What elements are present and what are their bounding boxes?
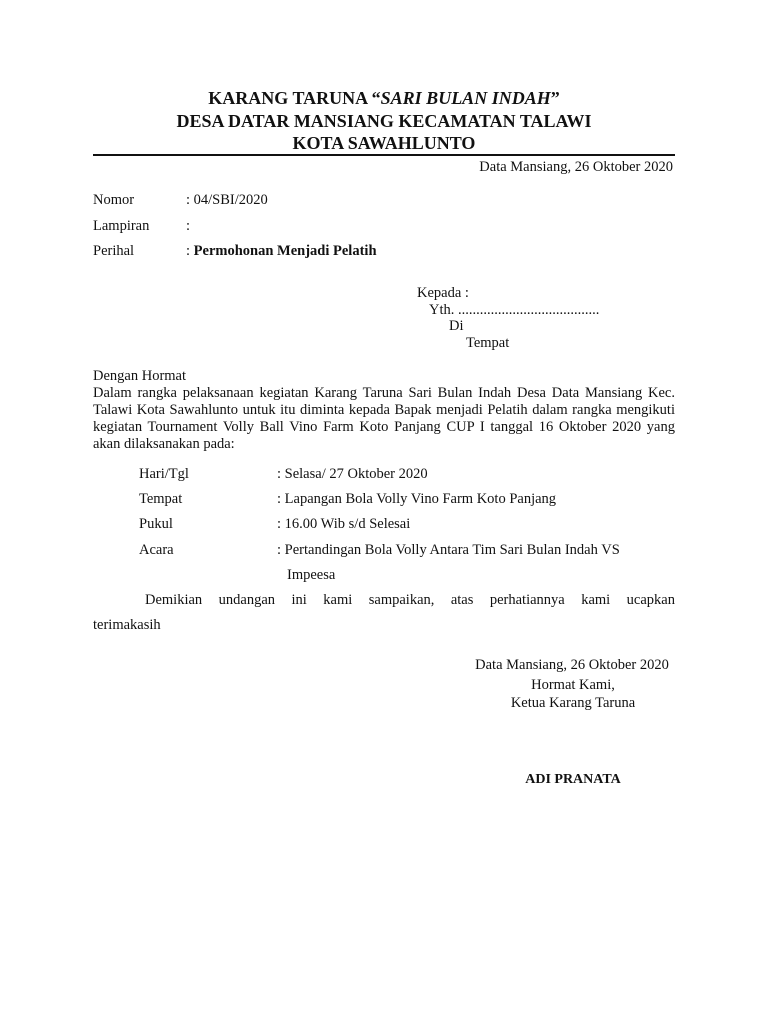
- closing-line-2: terimakasih: [93, 617, 161, 633]
- letterhead-suffix: ”: [550, 88, 560, 108]
- subject-text: Permohonan Menjadi Pelatih: [193, 243, 377, 259]
- detail-label-acara: Acara: [139, 542, 174, 558]
- recipient-kepada: Kepada :: [417, 285, 469, 301]
- detail-value-hari: : Selasa/ 27 Oktober 2020: [277, 466, 428, 482]
- detail-value-acara: : Pertandingan Bola Volly Antara Tim Sari Bulan Indah VS: [277, 542, 620, 558]
- organization-name: SARI BULAN INDAH: [380, 88, 551, 108]
- letterhead-line-3: KOTA SAWAHLUNTO: [292, 133, 476, 153]
- detail-value-tempat: : Lapangan Bola Volly Vino Farm Koto Panjang: [277, 491, 557, 507]
- meta-label-lampiran: Lampiran: [93, 218, 150, 234]
- recipient-di: Di: [449, 318, 464, 334]
- letterhead-line-2: DESA DATAR MANSIANG KECAMATAN TALAWI: [176, 111, 592, 131]
- meta-label-perihal: Perihal: [93, 243, 135, 259]
- letterhead-prefix: KARANG TARUNA “: [208, 88, 381, 108]
- signature-date: Data Mansiang, 26 Oktober 2020: [475, 657, 669, 673]
- letter-date: Data Mansiang, 26 Oktober 2020: [479, 159, 673, 175]
- recipient-yth: Yth. .......................................: [429, 302, 600, 318]
- meta-value-lampiran: :: [186, 218, 191, 234]
- greeting: Dengan Hormat: [93, 368, 187, 384]
- detail-label-pukul: Pukul: [139, 516, 173, 532]
- meta-value-perihal: [186, 243, 377, 260]
- detail-label-tempat: Tempat: [139, 491, 183, 507]
- closing-line-1: Demikian undangan ini kami sampaikan, atas perhatiannya kami ucapkan: [145, 592, 675, 608]
- signature-name: ADI PRANATA: [525, 772, 621, 787]
- detail-value-pukul: : 16.00 Wib s/d Selesai: [277, 516, 411, 532]
- meta-colon: :: [186, 243, 194, 259]
- recipient-tempat: Tempat: [466, 335, 510, 351]
- meta-label-nomor: Nomor: [93, 192, 135, 208]
- detail-value-acara-cont: Impeesa: [287, 567, 336, 583]
- body-paragraph: Dalam rangka pelaksanaan kegiatan Karang Taruna Sari Bulan Indah Desa Data Mansiang Kec. Talawi Kota Sawahlunto untuk itu diminta kepada Bapak menjadi Pelatih dalam rangka mengikuti kegiatan Tournament Volly Ball Vino Farm Koto Panjang CUP I tanggal 16 Oktober 2020 yang akan dilaksanakan pada:: [93, 385, 675, 452]
- signature-regards: Hormat Kami,: [531, 677, 615, 693]
- header-divider: [93, 154, 675, 156]
- closing-paragraph: [93, 592, 675, 634]
- letterhead-line-1: [0, 88, 768, 109]
- meta-value-nomor: : 04/SBI/2020: [186, 192, 268, 208]
- detail-label-hari: Hari/Tgl: [139, 466, 189, 482]
- signature-title: Ketua Karang Taruna: [510, 695, 636, 711]
